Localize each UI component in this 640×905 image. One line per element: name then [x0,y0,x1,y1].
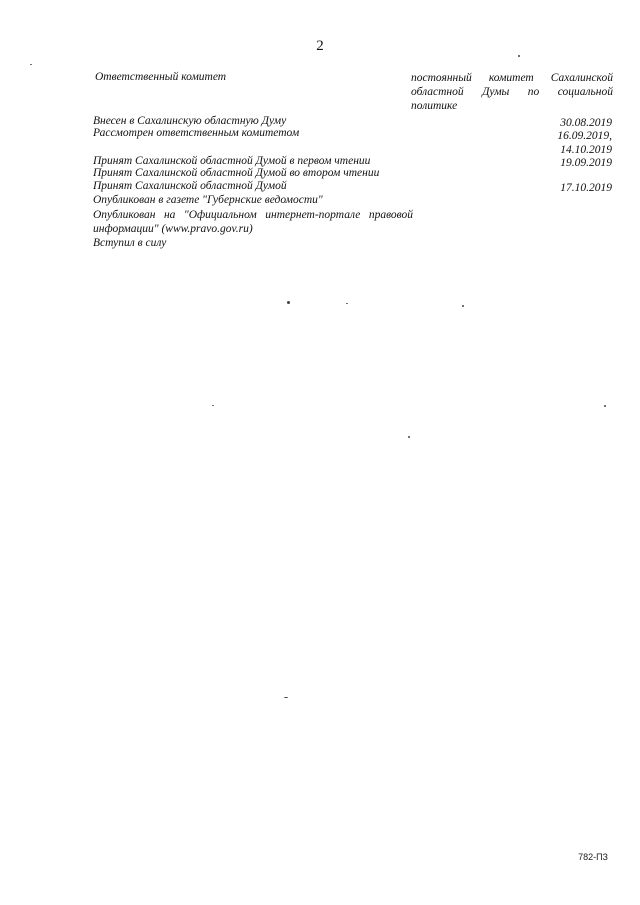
reviewed-date-2: 14.10.2019 [560,144,612,156]
document-code: 782-ПЗ [578,852,608,862]
scan-speck [287,301,290,304]
adopted-label: Принят Сахалинской областной Думой [93,180,287,192]
scan-speck [408,436,410,438]
responsible-committee-value: постоянный комитет Сахалинской областной Думы по социальной политике [411,72,613,112]
in-force-label: Вступил в силу [93,237,167,249]
reviewed-label: Рассмотрен ответственным комитетом [93,127,300,139]
first-reading-date: 19.09.2019 [560,157,612,169]
scan-speck [346,303,348,304]
published-web-label: Опубликован на "Официальном интернет-портале правовой информации" (www.pravo.gov.ru) [93,209,413,235]
published-newspaper-label: Опубликован в газете "Губернские ведомости" [93,194,323,206]
scan-speck [284,697,288,698]
scan-speck [462,305,464,307]
scan-speck [604,405,606,407]
responsible-committee-label: Ответственный комитет [95,71,227,83]
submitted-label: Внесен в Сахалинскую областную Думу [93,115,287,127]
scan-speck [518,55,520,57]
scan-speck [30,64,32,65]
page-number: 2 [316,38,324,54]
submitted-date: 30.08.2019 [560,117,612,129]
scan-speck [212,405,214,406]
adopted-date: 17.10.2019 [560,182,612,194]
second-reading-label: Принят Сахалинской областной Думой во втором чтении [93,167,380,179]
reviewed-date-1: 16.09.2019, [557,130,612,142]
first-reading-label: Принят Сахалинской областной Думой в первом чтении [93,155,371,167]
